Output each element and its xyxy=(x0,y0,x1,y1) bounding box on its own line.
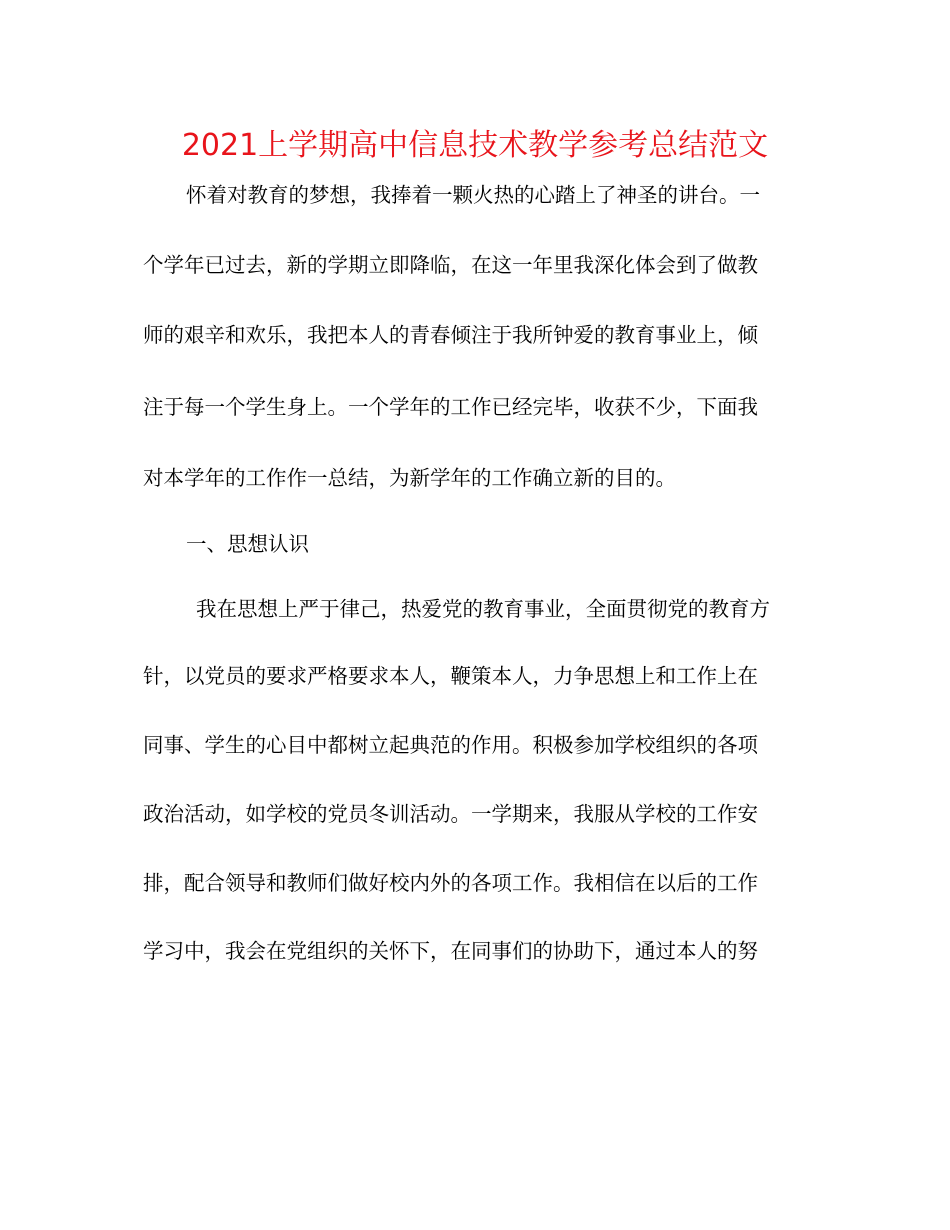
paragraph-line: 排，配合领导和教师们做好校内外的各项工作。我相信在以后的工作 xyxy=(143,871,758,895)
paragraph-line: 针，以党员的要求严格要求本人，鞭策本人，力争思想上和工作上在 xyxy=(143,664,758,688)
paragraph-line: 师的艰辛和欢乐，我把本人的青春倾注于我所钟爱的教育事业上，倾 xyxy=(143,323,758,347)
paragraph-line: 个学年已过去，新的学期立即降临，在这一年里我深化体会到了做教 xyxy=(143,253,758,277)
paragraph-line: 怀着对教育的梦想，我捧着一颗火热的心踏上了神圣的讲台。一 xyxy=(186,183,760,207)
paragraph-line: 政治活动，如学校的党员冬训活动。一学期来，我服从学校的工作安 xyxy=(143,802,758,826)
paragraph-line: 学习中，我会在党组织的关怀下，在同事们的协助下，通过本人的努 xyxy=(143,939,758,963)
paragraph-line: 对本学年的工作作一总结，为新学年的工作确立新的目的。 xyxy=(143,466,676,490)
paragraph-line: 同事、学生的心目中都树立起典范的作用。积极参加学校组织的各项 xyxy=(143,733,758,757)
paragraph-line: 注于每一个学生身上。一个学年的工作已经完毕，收获不少，下面我 xyxy=(143,395,758,419)
document-title: 2021上学期高中信息技术教学参考总结范文 xyxy=(181,128,769,163)
paragraph-line: 我在思想上严于律己，热爱党的教育事业，全面贯彻党的教育方 xyxy=(196,597,770,621)
section-heading: 一、思想认识 xyxy=(186,532,309,556)
